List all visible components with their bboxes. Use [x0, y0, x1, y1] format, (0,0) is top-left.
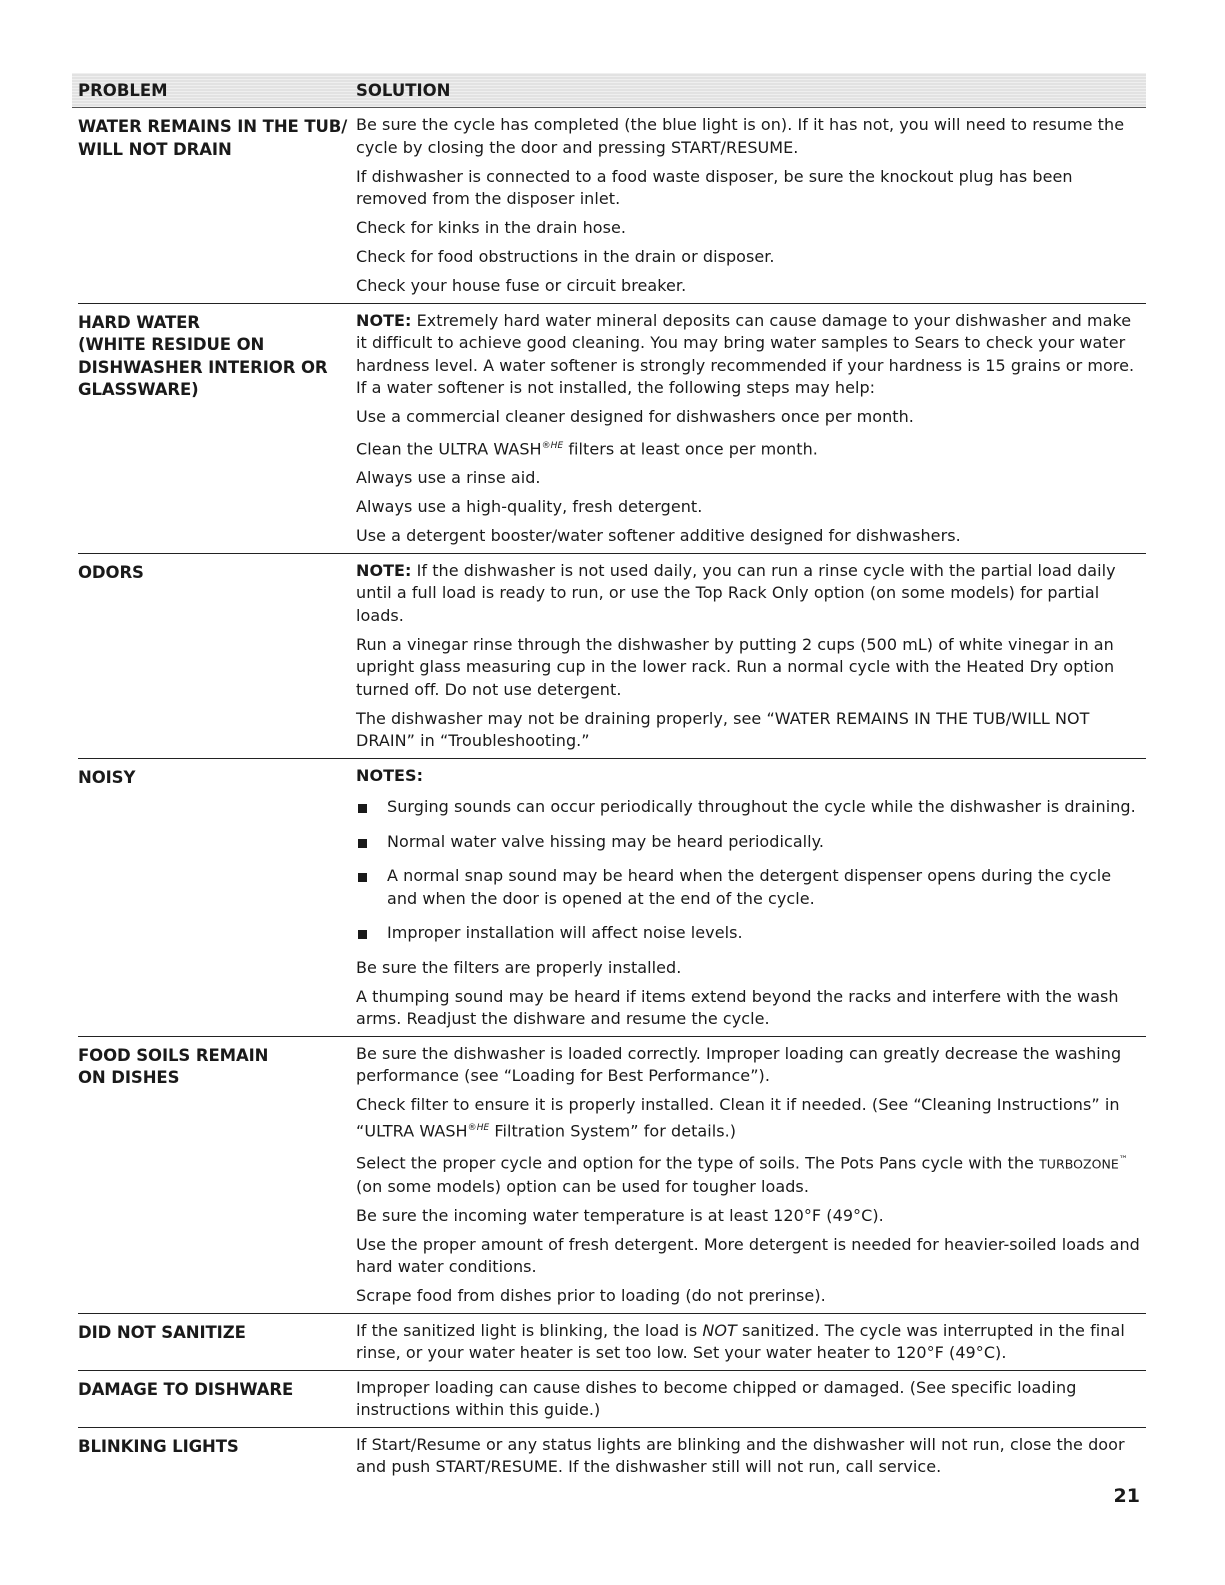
problem-cell	[78, 1320, 356, 1365]
bullet-text: Surging sounds can occur periodically throughout the cycle while the dishwasher is draining.	[387, 797, 1136, 817]
solution-text: Check for food obstructions in the drain or disposer.	[356, 247, 775, 266]
bullet-text: Normal water valve hissing may be heard periodically.	[387, 831, 825, 851]
solution-text: A thumping sound may be heard if items extend beyond the racks and interfere with the wash arms. Readjust the dishware and resume the cycle.	[356, 986, 1119, 1029]
he-mark: HE	[550, 441, 564, 451]
note-label: NOTE:	[356, 560, 412, 580]
problem-cell	[78, 1434, 356, 1479]
note-paragraph	[356, 310, 1146, 400]
note-text: Extremely hard water mineral deposits can cause damage to your dishwasher and make it difficult to achieve good cleaning. You may bring water samples to Sears to check your water hardness level. A water softener is strongly recommended if your hardness is 15 grains or more. If a water softener is not installed, the following steps may help:	[356, 310, 1135, 397]
note-label: NOTE:	[356, 310, 412, 330]
bullet-square-icon	[358, 930, 367, 939]
solution-text: Be sure the incoming water temperature is at least 120°F (49°C).	[356, 1205, 884, 1225]
note-paragraph	[356, 560, 1146, 628]
solution-text	[356, 1320, 1146, 1365]
problem-line: BLINKING LIGHTS	[78, 1436, 239, 1456]
text-part: sanitized. The cycle was interrupted in the final rinse, or your water heater is set too low. Set your water heater to 120°F (49°C).	[356, 1320, 1125, 1363]
problem-line: (WHITE RESIDUE ON	[78, 335, 265, 354]
solution-text: The dishwasher may not be draining properly, see “WATER REMAINS IN THE TUB/WILL NOT DRAIN” in “Troubleshooting.”	[356, 708, 1090, 751]
problem-line: DID NOT SANITIZE	[78, 1322, 246, 1342]
row-water-remains	[78, 108, 1146, 304]
solution-text: Be sure the filters are properly installed.	[356, 957, 682, 977]
solution-cell	[356, 1434, 1146, 1479]
solution-cell	[356, 310, 1146, 548]
row-noisy	[78, 759, 1146, 1037]
page-number: 21	[1113, 1485, 1140, 1507]
solution-text: Scrape food from dishes prior to loading (do not prerinse).	[356, 1286, 826, 1306]
list-item	[356, 796, 1146, 819]
bullet-text: Improper installation will affect noise levels.	[387, 923, 743, 943]
solution-cell	[356, 560, 1146, 753]
problem-line: ODORS	[78, 562, 144, 582]
row-did-not-sanitize	[78, 1314, 1146, 1371]
bullet-text: A normal snap sound may be heard when the detergent dispenser opens during the cycle and when the door is opened at the end of the cycle.	[387, 866, 1112, 908]
solution-text: If Start/Resume or any status lights are blinking and the dishwasher will not run, close the door and push START/RESUME. If the dishwasher still will not run, call service.	[356, 1434, 1125, 1477]
solution-text: Always use a rinse aid.	[356, 468, 541, 488]
solution-text: Use a detergent booster/water softener additive designed for dishwashers.	[356, 526, 961, 546]
solution-text: Check your house fuse or circuit breaker.	[356, 276, 687, 295]
solution-text: Always use a high-quality, fresh detergent.	[356, 497, 703, 517]
problem-line: DISHWASHER INTERIOR OR	[78, 357, 328, 377]
solution-text	[356, 435, 1146, 461]
text-part: filters at least once per month.	[568, 439, 818, 459]
registered-mark: ®	[541, 441, 551, 451]
solution-text	[356, 1094, 1146, 1142]
problem-cell	[78, 1043, 356, 1308]
bullet-square-icon	[358, 804, 367, 813]
row-food-soils	[78, 1037, 1146, 1314]
row-hard-water	[78, 304, 1146, 554]
text-part: If the sanitized light is blinking, the load is	[356, 1320, 698, 1340]
row-blinking-lights	[78, 1428, 1146, 1484]
row-damage-to-dishware	[78, 1371, 1146, 1428]
problem-cell	[78, 114, 356, 298]
he-mark: HE	[476, 1122, 490, 1133]
problem-line: NOISY	[78, 767, 136, 787]
text-part: Select the proper cycle and option for the type of soils. The Pots Pans cycle with the	[356, 1153, 1034, 1173]
bullet-square-icon	[358, 839, 367, 848]
problem-cell	[78, 560, 356, 753]
emphasis-not: NOT	[702, 1320, 737, 1340]
notes-label: NOTES:	[356, 765, 424, 785]
problem-cell	[78, 310, 356, 548]
header-solution: SOLUTION	[356, 80, 451, 100]
note-text: If the dishwasher is not used daily, you can run a rinse cycle with the partial load daily until a full load is ready to run, or use the Top Rack Only option (on some models) for partial loads.	[356, 560, 1116, 625]
list-item	[356, 831, 1146, 854]
trademark-mark: ™	[1118, 1155, 1128, 1166]
turbozone-mark: TURBOZONE	[1039, 1156, 1119, 1172]
solution-text: If dishwasher is connected to a food waste disposer, be sure the knockout plug has been removed from the disposer inlet.	[356, 166, 1073, 208]
solution-text: Check for kinks in the drain hose.	[356, 218, 627, 237]
problem-line: WATER REMAINS IN THE TUB/	[78, 117, 348, 136]
solution-text: Be sure the dishwasher is loaded correctly. Improper loading can greatly decrease the washing performance (see “Loading for Best Performance”).	[356, 1043, 1122, 1086]
bullet-square-icon	[358, 873, 367, 882]
solution-cell	[356, 1043, 1146, 1308]
solution-cell	[356, 1320, 1146, 1365]
text-part: Filtration System” for details.)	[494, 1121, 737, 1141]
solution-text: Use a commercial cleaner designed for dishwashers once per month.	[356, 407, 914, 426]
solution-text: Improper loading can cause dishes to become chipped or damaged. (See specific loading instructions within this guide.)	[356, 1377, 1077, 1420]
solution-text: Use the proper amount of fresh detergent. More detergent is needed for heavier-soiled loads and hard water conditions.	[356, 1234, 1140, 1277]
solution-cell	[356, 765, 1146, 1031]
solution-cell	[356, 1377, 1146, 1422]
table-header	[72, 73, 1146, 108]
problem-line: ON DISHES	[78, 1068, 180, 1088]
problem-line: WILL NOT DRAIN	[78, 139, 232, 159]
registered-mark: ®	[467, 1122, 477, 1133]
problem-cell	[78, 1377, 356, 1422]
problem-line: FOOD SOILS REMAIN	[78, 1045, 269, 1065]
list-item	[356, 865, 1146, 910]
problem-cell	[78, 765, 356, 1031]
problem-line: HARD WATER	[78, 312, 200, 332]
text-part: (on some models) option can be used for tougher loads.	[356, 1176, 809, 1196]
text-part: Check filter to ensure it is properly installed. Clean it if needed. (See “Cleaning Instructions” in “ULTRA WASH	[356, 1095, 1120, 1141]
text-part: Clean the ULTRA WASH	[356, 439, 542, 459]
solution-text: Be sure the cycle has completed (the blue light is on). If it has not, you will need to resume the cycle by closing the door and pressing START/RESUME.	[356, 115, 1125, 157]
problem-line: GLASSWARE)	[78, 380, 199, 399]
list-item	[356, 922, 1146, 945]
row-odors	[78, 554, 1146, 759]
solution-cell	[356, 114, 1146, 298]
problem-line: DAMAGE TO DISHWARE	[78, 1379, 294, 1399]
header-problem: PROBLEM	[78, 80, 168, 100]
solution-text	[356, 1149, 1146, 1198]
troubleshooting-table	[78, 73, 1146, 1484]
notes-list	[356, 796, 1146, 945]
solution-text: Run a vinegar rinse through the dishwasher by putting 2 cups (500 mL) of white vinegar in an upright glass measuring cup in the lower rack. Run a normal cycle with the Heated Dry option turned off. Do not use detergent.	[356, 634, 1115, 699]
